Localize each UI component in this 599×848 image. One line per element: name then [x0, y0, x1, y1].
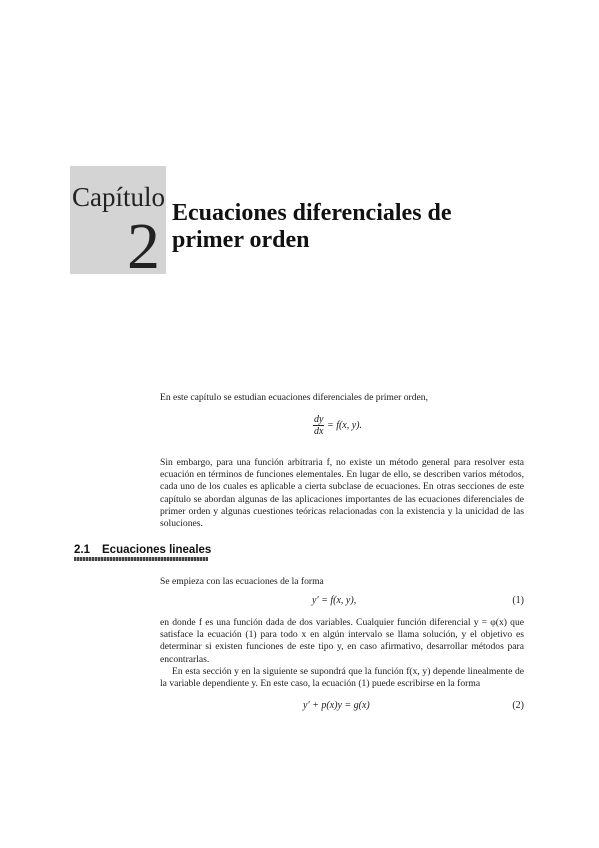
equation-2-tag: (2) [512, 700, 524, 711]
equation-rhs: = f(x, y). [326, 420, 363, 431]
intro-paragraph: En este capítulo se estudian ecuaciones diferenciales de primer orden, [160, 392, 428, 403]
chapter-label: Capítulo [72, 182, 165, 212]
derivative-fraction [313, 414, 324, 437]
fraction-denominator: dx [314, 426, 324, 437]
equation-2-expression: y′ + p(x)y = g(x) [303, 700, 370, 711]
equation-1-tag: (1) [512, 595, 524, 606]
linear-paragraph: En esta sección y en la siguiente se supondrá que la función f(x, y) depende linealmente de la variable dependiente y. En este caso, la ecuación (1) puede escribirse en la forma [160, 666, 524, 690]
chapter-number: 2 [127, 210, 160, 283]
chapter-title-line2: primer orden [172, 227, 310, 253]
fraction-numerator: dy [314, 414, 324, 425]
equation-1-expression: y′ = f(x, y), [312, 595, 357, 606]
section-underline [74, 557, 208, 561]
section-number: 2.1 [74, 544, 90, 556]
chapter-title [172, 200, 452, 254]
chapter-title-line1: Ecuaciones diferenciales de [172, 200, 452, 226]
method-paragraph: Sin embargo, para una función arbitraria f, no existe un método general para resolver esta ecuación en términos de funciones elementales. En lugar de ello, se describen varios métodos, cada uno de los cuales es aplicable a cierta subclase de ecuaciones. En otras secciones de este capítulo se abordan algunas de las aplicaciones importantes de las ecuaciones diferenciales de primer orden y algunas cuestiones teóricas relacionadas con la existencia y la unicidad de las soluciones. [160, 457, 524, 530]
definition-paragraph: en donde f es una función dada de dos variables. Cualquier función diferencial y = φ(x) que satisface la ecuación (1) para todo x en algún intervalo se llama solución, y el objetivo es determinar si existen funciones de este tipo y, en caso afirmativo, desarrollar métodos para encontrarlas. [160, 617, 524, 665]
start-paragraph: Se empieza con las ecuaciones de la forma [160, 576, 324, 587]
main-equation [313, 414, 362, 437]
section-title: Ecuaciones lineales [102, 544, 212, 556]
section-heading [74, 543, 211, 557]
